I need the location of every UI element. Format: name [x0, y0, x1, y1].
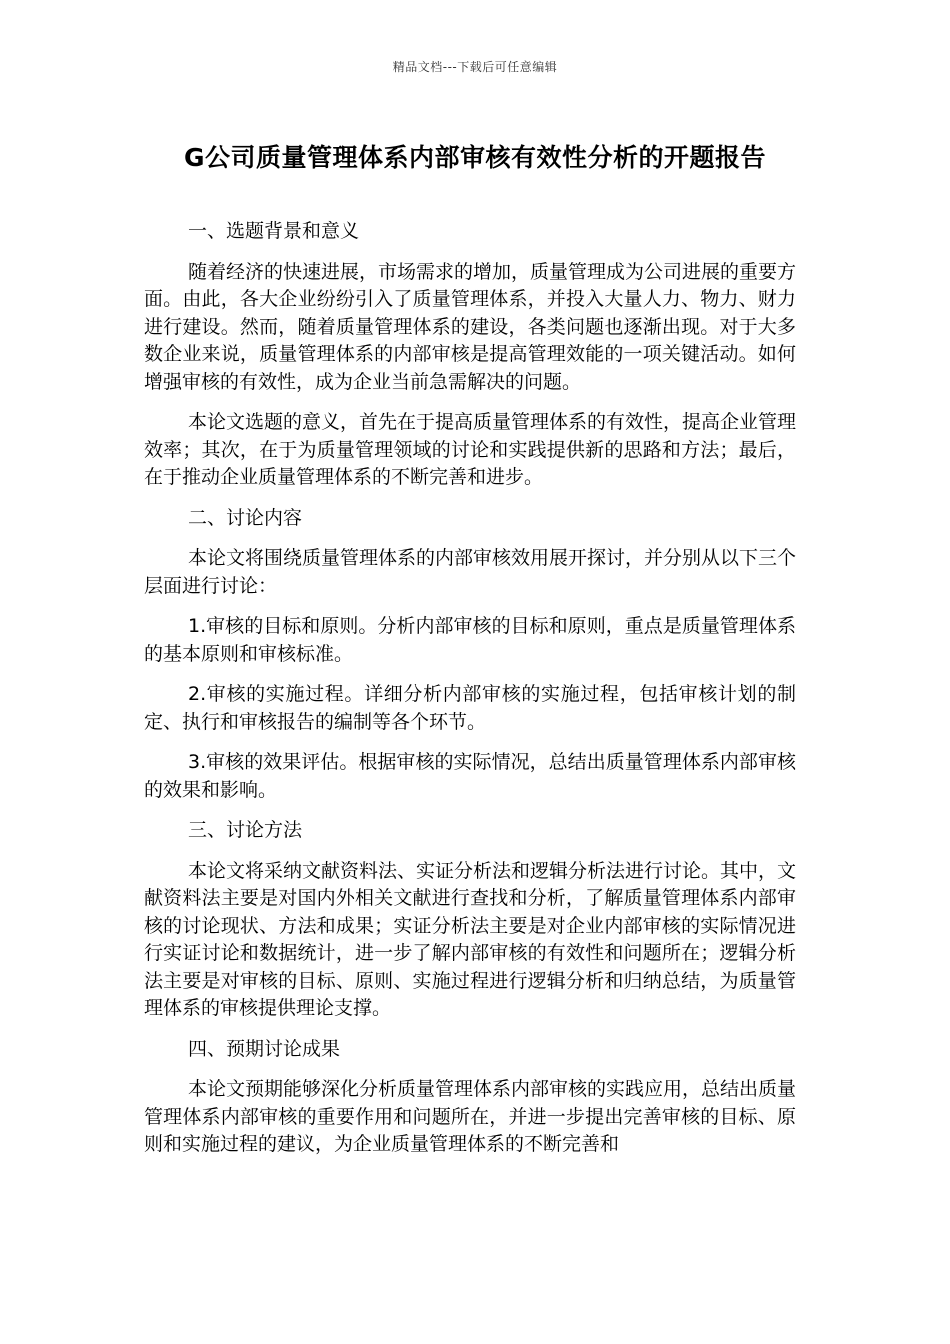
paragraph-outcomes: 本论文预期能够深化分析质量管理体系内部审核的实践应用，总结出质量管理体系内部审核的重要作用和问题所在，并进一步提出完善审核的目标、原则和实施过程的建议，为企业质量管理体系的不断完善和: [144, 1078, 797, 1155]
section-heading-background: 一、选题背景和意义: [188, 220, 360, 242]
section-heading-outcomes: 四、预期讨论成果: [188, 1037, 341, 1060]
section-heading-methods: 三、讨论方法: [188, 819, 303, 841]
page-header-note: 精品文档---下载后可任意编辑: [392, 60, 558, 74]
paragraph-significance: 本论文选题的意义，首先在于提高质量管理体系的有效性，提高企业管理效率；其次，在于为质量管理领域的讨论和实践提供新的思路和方法；最后，在于推动企业质量管理体系的不断完善和进步。: [144, 411, 797, 488]
list-item-process: 2.审核的实施过程。详细分析内部审核的实施过程，包括审核计划的制定、执行和审核报告的编制等各个环节。: [144, 683, 796, 733]
document-body: [144, 218, 796, 1172]
document-title: G公司质量管理体系内部审核有效性分析的开题报告: [183, 143, 767, 172]
list-item-goals: 1.审核的目标和原则。分析内部审核的目标和原则，重点是质量管理体系的基本原则和审核标准。: [144, 615, 796, 665]
paragraph-methods: 本论文将采纳文献资料法、实证分析法和逻辑分析法进行讨论。其中，文献资料法主要是对国内外相关文献进行查找和分析，了解质量管理体系内部审核的讨论现状、方法和成果；实证分析法主要是对企业内部审核的实际情况进行实证讨论和数据统计，进一步了解内部审核的有效性和问题所在；逻辑分析法主要是对审核的目标、原则、实施过程进行逻辑分析和归纳总结，为质量管理体系的审核提供理论支撑。: [144, 859, 797, 1019]
section-heading-content: 二、讨论内容: [188, 506, 303, 529]
paragraph-content-intro: 本论文将围绕质量管理体系的内部审核效用展开探讨，并分别从以下三个层面进行讨论：: [144, 547, 797, 597]
list-item-evaluation: 3.审核的效果评估。根据审核的实际情况，总结出质量管理体系内部审核的效果和影响。: [144, 751, 796, 801]
paragraph-background: 随着经济的快速进展，市场需求的增加，质量管理成为公司进展的重要方面。由此，各大企业纷纷引入了质量管理体系，并投入大量人力、物力、财力进行建设。然而，随着质量管理体系的建设，各类问题也逐渐出现。对于大多数企业来说，质量管理体系的内部审核是提高管理效能的一项关键活动。如何增强审核的有效性，成为企业当前急需解决的问题。: [144, 260, 797, 393]
